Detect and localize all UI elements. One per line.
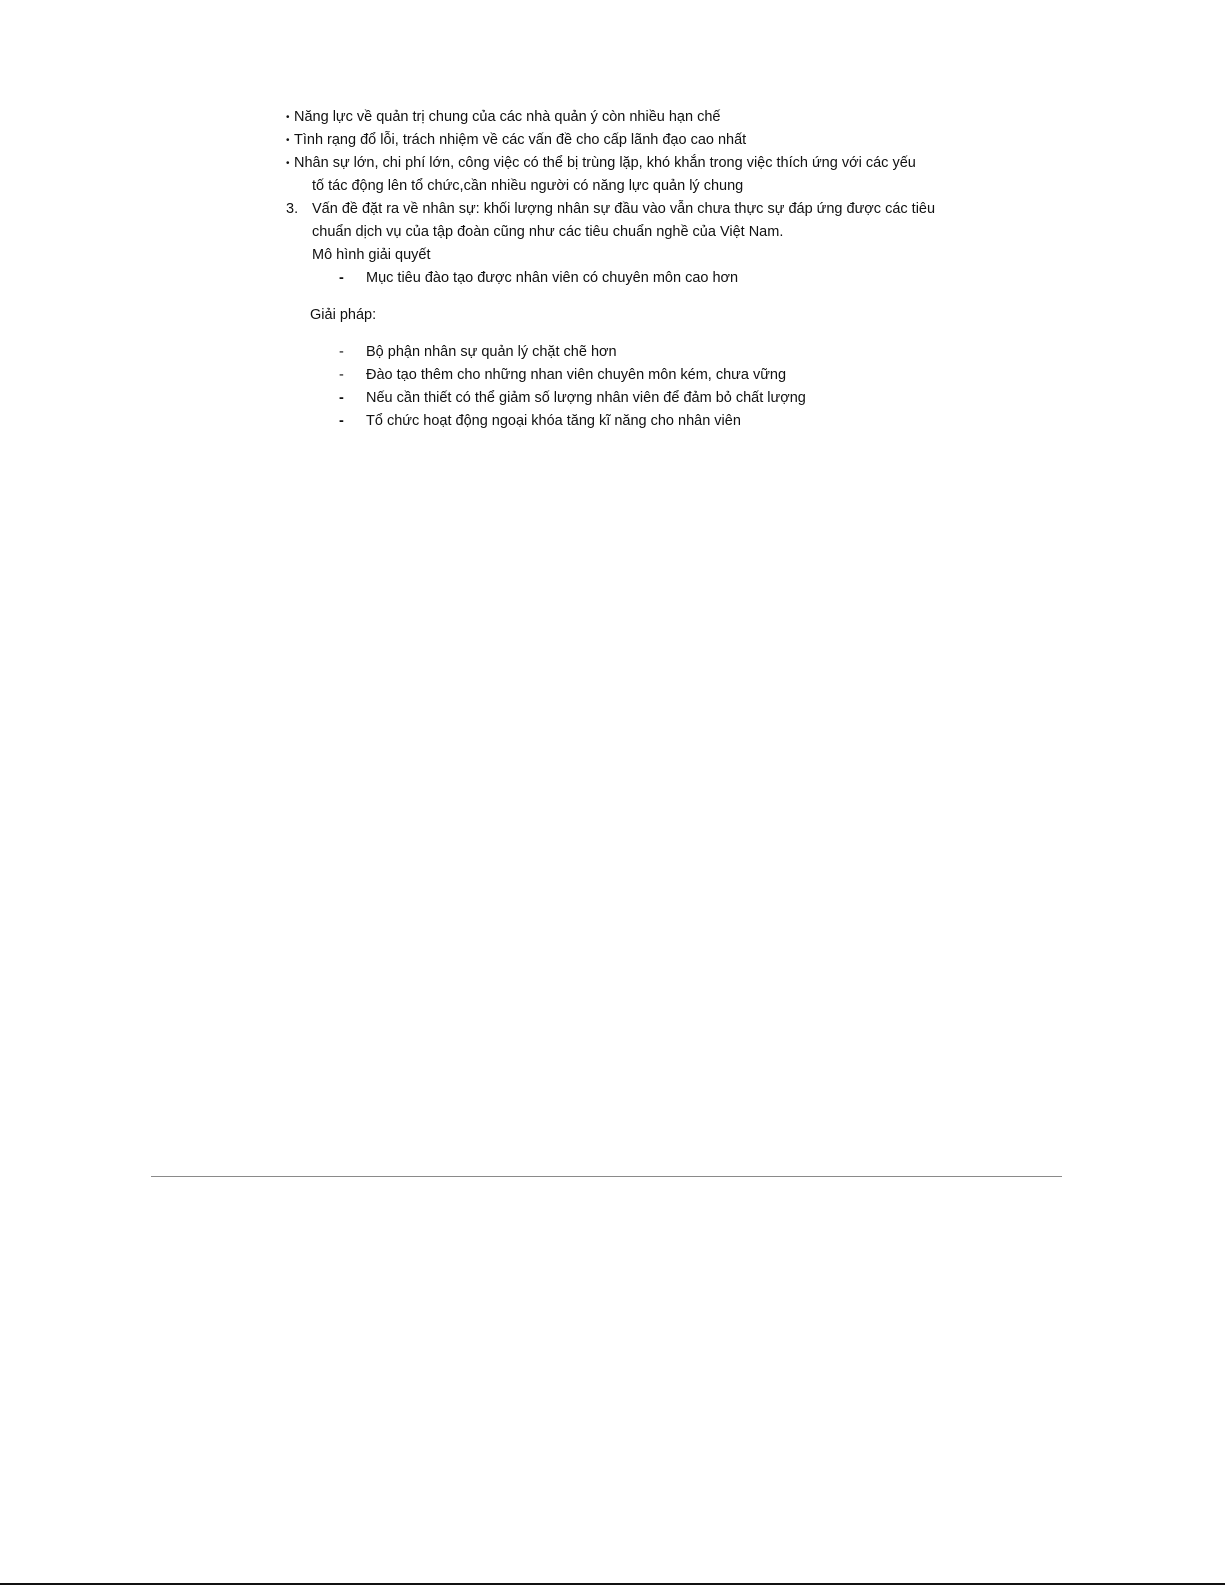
bullet-item <box>286 129 966 152</box>
bullet-dot: • <box>286 135 290 146</box>
bullet-dot: • <box>286 112 290 123</box>
bullet-text: Nhân sự lớn, chi phí lớn, công việc có thể bị trùng lặp, khó khắn trong việc thích ứng với các yếu <box>294 155 916 171</box>
bullet-continuation: tố tác động lên tổ chức,cần nhiều người có năng lực quản lý chung <box>312 178 744 194</box>
list-item-text: Đào tạo thêm cho những nhan viên chuyên môn kém, chưa vững <box>366 367 787 383</box>
solution-list-item <box>286 364 966 387</box>
spacer <box>286 290 966 304</box>
bullet-text: Tình rạng đổ lỗi, trách nhiệm về các vấn đề cho cấp lãnh đạo cao nhất <box>294 132 747 148</box>
solution-list-item <box>286 387 966 410</box>
list-item-text: Bộ phận nhân sự quản lý chặt chẽ hơn <box>366 344 617 360</box>
item-text-continuation: chuẩn dịch vụ của tập đoàn cũng như các tiêu chuẩn nghề của Việt Nam. <box>312 224 784 240</box>
bullet-item <box>286 152 966 175</box>
list-item-text: Tổ chức hoạt động ngoại khóa tăng kĩ năng cho nhân viên <box>366 413 741 429</box>
list-item-text: Nếu cần thiết có thể giảm số lượng nhân viên để đảm bỏ chất lượng <box>366 390 806 406</box>
item-text: Vấn đề đặt ra về nhân sự: khối lượng nhân sự đầu vào vẫn chưa thực sự đáp ứng được các tiêu <box>312 201 936 217</box>
numbered-item-3 <box>286 198 966 221</box>
solution-list-item <box>286 410 966 433</box>
solution-heading: Giải pháp: <box>310 307 377 323</box>
dash-mark: - <box>339 367 344 383</box>
bullet-dot: • <box>286 158 290 169</box>
solution-list-item <box>286 341 966 364</box>
list-item-text: Mục tiêu đào tạo được nhân viên có chuyên môn cao hơn <box>366 270 739 286</box>
dash-mark: - <box>339 344 344 360</box>
dash-mark: - <box>339 390 344 406</box>
bullet-item <box>286 106 966 129</box>
model-heading: Mô hình giải quyết <box>312 247 431 263</box>
model-list-item <box>286 267 966 290</box>
spacer <box>286 327 966 341</box>
dash-mark: - <box>339 270 344 286</box>
bullet-text: Năng lực về quản trị chung của các nhà quản ý còn nhiều hạn chế <box>294 109 721 125</box>
item-number: 3. <box>286 201 299 217</box>
page-divider <box>151 1176 1062 1177</box>
page-content <box>286 106 966 433</box>
dash-mark: - <box>339 413 344 429</box>
